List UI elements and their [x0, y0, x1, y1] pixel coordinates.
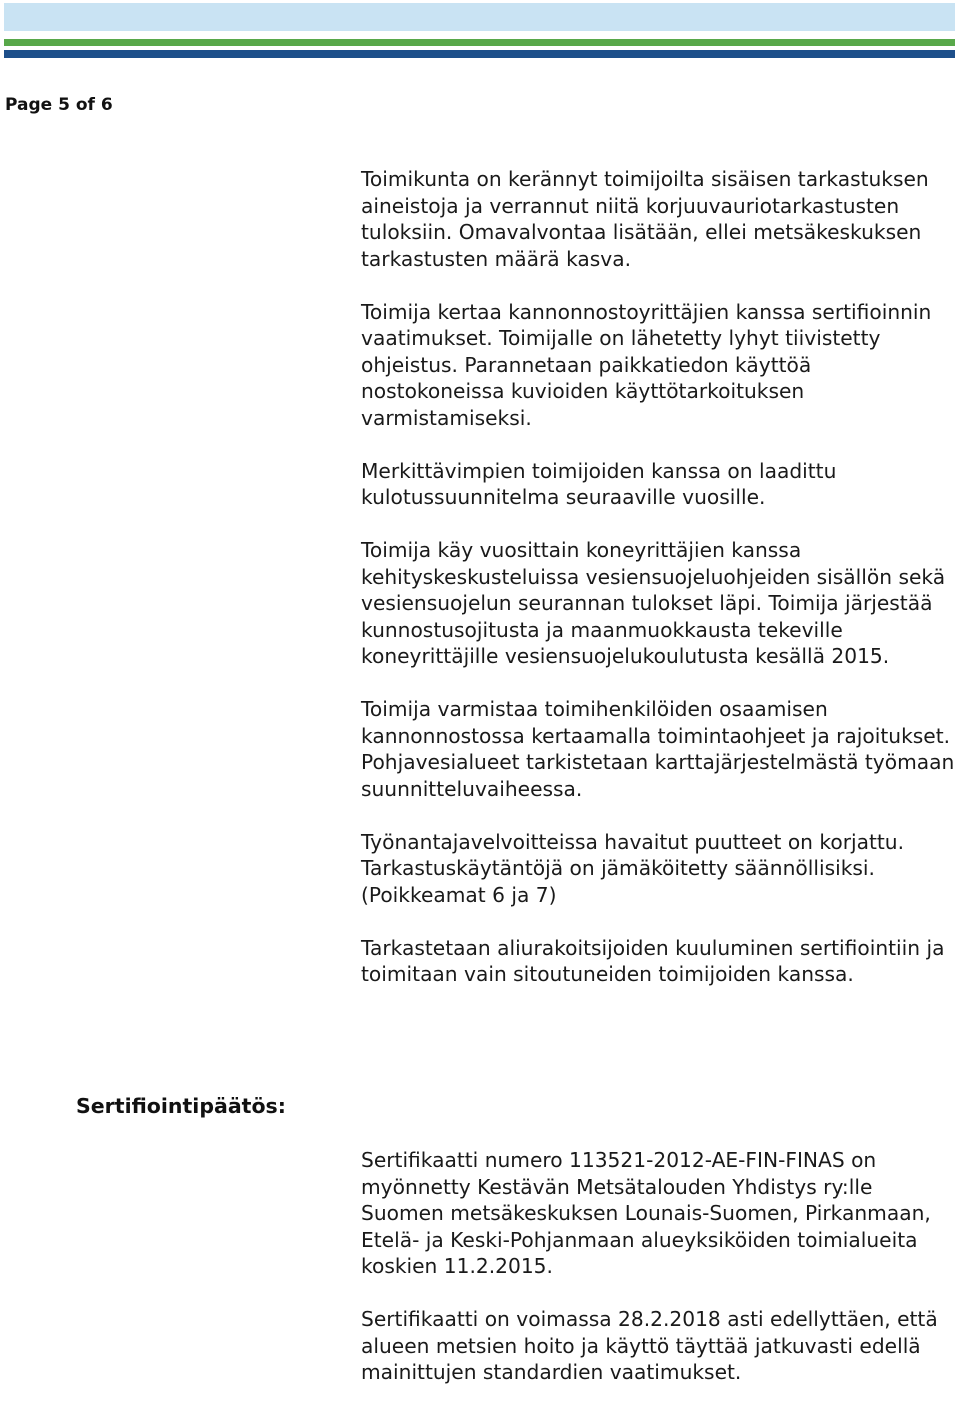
- header-band-green: [4, 39, 955, 46]
- certification-decision-heading: Sertifiointipäätös:: [76, 1094, 286, 1118]
- header-band-navy: [4, 50, 955, 58]
- page-number-label: Page 5 of 6: [5, 95, 113, 115]
- paragraph-employer-obligations: Työnantajavelvoitteissa havaitut puutteet on korjattu. Tarkastuskäytäntöjä on jämäköitetty säännöllisiksi. (Poikkeamat 6 ja 7): [361, 829, 905, 907]
- header-band-light-blue: [4, 3, 955, 31]
- paragraph-stump-harvesting-requirements: Toimija kertaa kannonnostoyrittäjien kanssa sertifioinnin vaatimukset. Toimijalle on lähetetty lyhyt tiivistetty ohjeistus. Parannetaan paikkatiedon käyttöä nostokoneissa kuvioiden käyttötarkoituksen varmistamiseksi.: [361, 299, 932, 430]
- paragraph-burning-plan: Merkittävimpien toimijoiden kanssa on laadittu kulotussuunnitelma seuraaville vuosille.: [361, 458, 837, 509]
- paragraph-staff-competence: Toimija varmistaa toimihenkilöiden osaamisen kannonnostossa kertaamalla toimintaohjeet ja rajoitukset. Pohjavesialueet tarkistetaan karttajärjestelmästä työmaan suunnitteluvaiheessa.: [361, 697, 955, 801]
- paragraph-internal-inspection: Toimikunta on kerännyt toimijoilta sisäisen tarkastuksen aineistoja ja verrannut niitä korjuuvauriotarkastusten tuloksiin. Omavalvontaa lisätään, ellei metsäkeskuksen tarkastusten määrä kasva.: [361, 167, 929, 271]
- document-body: [361, 166, 957, 1014]
- paragraph-water-protection: Toimija käy vuosittain koneyrittäjien kanssa kehityskeskusteluissa vesiensuojeluohjeiden sisällön sekä vesiensuojelun seurannan tulokset läpi. Toimija järjestää kunnostusojitusta ja maanmuokkausta tekeville koneyrittäjille vesiensuojelukoulutusta kesällä 2015.: [361, 538, 946, 668]
- paragraph-certificate-granted: Sertifikaatti numero 113521-2012-AE-FIN-FINAS on myönnetty Kestävän Metsätalouden Yhdistys ry:lle Suomen metsäkeskuksen Lounais-Suomen, Pirkanmaan, Etelä- ja Keski-Pohjanmaan alueyksiköiden toimialueita koskien 11.2.2015.: [361, 1148, 931, 1278]
- paragraph-subcontractors: Tarkastetaan aliurakoitsijoiden kuuluminen sertifiointiin ja toimitaan vain sitoutuneiden toimijoiden kanssa.: [361, 935, 945, 986]
- paragraph-certificate-validity: Sertifikaatti on voimassa 28.2.2018 asti edellyttäen, että alueen metsien hoito ja käyttö täyttää jatkuvasti edellä mainittujen standardien vaatimukset.: [361, 1307, 938, 1384]
- certification-decision-body: [361, 1147, 957, 1412]
